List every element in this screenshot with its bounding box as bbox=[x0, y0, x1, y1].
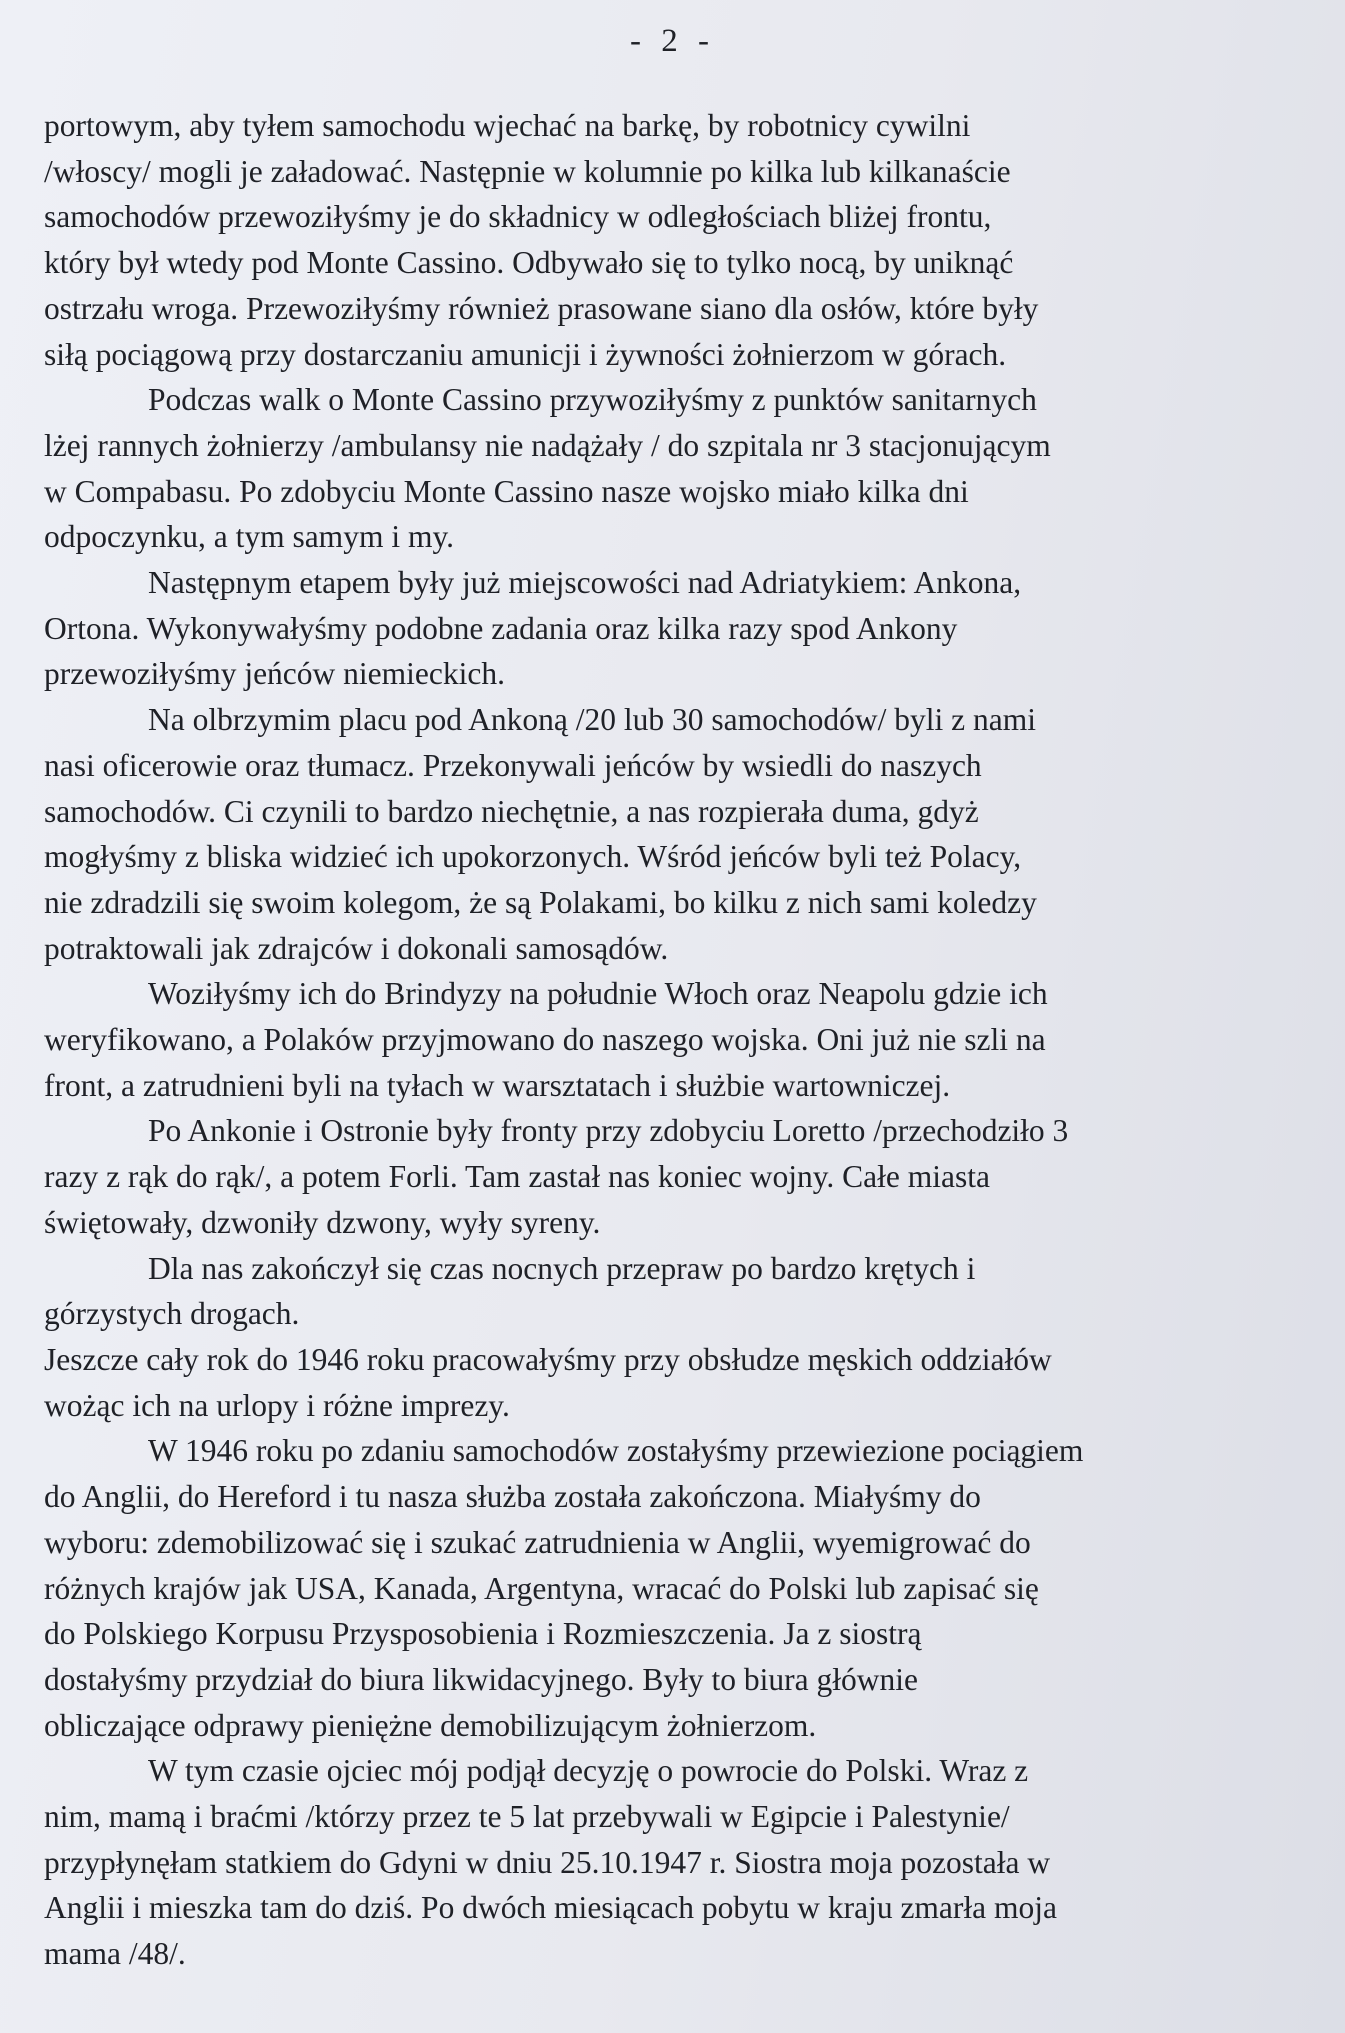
text-line: nie zdradzili się swoim kolegom, że są Polakami, bo kilku z nich sami koledzy bbox=[44, 884, 1037, 920]
text-line: który był wtedy pod Monte Cassino. Odbywało się to tylko nocą, by uniknąć bbox=[44, 245, 1014, 281]
text-line: górzystych drogach. bbox=[44, 1296, 300, 1332]
text-line: mama /48/. bbox=[44, 1936, 186, 1972]
paragraph-start-line: Dla nas zakończył się czas nocnych przepraw po bardzo krętych i bbox=[148, 1250, 976, 1286]
text-line: przypłynęłam statkiem do Gdyni w dniu 25.10.1947 r. Siostra moja pozostała w bbox=[44, 1844, 1051, 1880]
text-line: w Compabasu. Po zdobyciu Monte Cassino nasze wojsko miało kilka dni bbox=[44, 473, 969, 509]
text-line: odpoczynku, a tym samym i my. bbox=[44, 519, 455, 555]
text-line: przewoziłyśmy jeńców niemieckich. bbox=[44, 656, 505, 692]
text-line: siłą pociągową przy dostarczaniu amunicji i żywności żołnierzom w górach. bbox=[44, 336, 1007, 372]
text-line: różnych krajów jak USA, Kanada, Argentyna, wracać do Polski lub zapisać się bbox=[44, 1570, 1039, 1606]
text-line: ostrzału wroga. Przewoziłyśmy również prasowane siano dla osłów, które były bbox=[44, 290, 1039, 326]
text-line: nasi oficerowie oraz tłumacz. Przekonywali jeńców by wsiedli do naszych bbox=[44, 747, 982, 783]
text-line: nim, mamą i braćmi /którzy przez te 5 lat przebywali w Egipcie i Palestynie/ bbox=[44, 1799, 1010, 1835]
text-line: Jeszcze cały rok do 1946 roku pracowałyśmy przy obsłudze męskich oddziałów bbox=[44, 1341, 1052, 1377]
text-line: mogłyśmy z bliska widzieć ich upokorzonych. Wśród jeńców byli też Polacy, bbox=[44, 839, 1022, 875]
text-line: front, a zatrudnieni byli na tyłach w warsztatach i służbie wartowniczej. bbox=[44, 1067, 951, 1103]
text-line: /włoscy/ mogli je załadować. Następnie w kolumnie po kilka lub kilkanaście bbox=[44, 153, 1011, 189]
text-line: Anglii i mieszka tam do dziś. Po dwóch miesiącach pobytu w kraju zmarła moja bbox=[44, 1890, 1057, 1926]
paragraph-start-line: Następnym etapem były już miejscowości nad Adriatykiem: Ankona, bbox=[148, 565, 1022, 601]
document-body bbox=[44, 103, 1314, 1977]
text-line: weryfikowano, a Polaków przyjmowano do naszego wojska. Oni już nie szli na bbox=[44, 1022, 1046, 1058]
text-line: Ortona. Wykonywałyśmy podobne zadania oraz kilka razy spod Ankony bbox=[44, 610, 958, 646]
paragraph-start-line: W 1946 roku po zdaniu samochodów zostałyśmy przewiezione pociągiem bbox=[148, 1433, 1084, 1469]
text-line: portowym, aby tyłem samochodu wjechać na barkę, by robotnicy cywilni bbox=[44, 108, 971, 143]
text-line: samochodów. Ci czynili to bardzo niechętnie, a nas rozpierała duma, gdyż bbox=[44, 793, 979, 829]
text-line: świętowały, dzwoniły dzwony, wyły syreny. bbox=[44, 1204, 601, 1240]
text-line: obliczające odprawy pieniężne demobilizującym żołnierzom. bbox=[44, 1707, 817, 1743]
text-line: wyboru: zdemobilizować się i szukać zatrudnienia w Anglii, wyemigrować do bbox=[44, 1524, 1031, 1560]
text-line: dostałyśmy przydział do biura likwidacyjnego. Były to biura głównie bbox=[44, 1661, 918, 1697]
paragraph-start-line: Po Ankonie i Ostronie były fronty przy zdobyciu Loretto /przechodziło 3 bbox=[148, 1113, 1069, 1149]
paragraph-start-line: Na olbrzymim placu pod Ankoną /20 lub 30 samochodów/ byli z nami bbox=[148, 702, 1036, 738]
text-line: do Anglii, do Hereford i tu nasza służba została zakończona. Miałyśmy do bbox=[44, 1479, 981, 1515]
text-line: samochodów przewoziłyśmy je do składnicy w odległościach bliżej frontu, bbox=[44, 199, 992, 235]
text-line: potraktowali jak zdrajców i dokonali samosądów. bbox=[44, 930, 669, 966]
text-line: wożąc ich na urlopy i różne imprezy. bbox=[44, 1387, 510, 1423]
paragraph-start-line: Woziłyśmy ich do Brindyzy na południe Włoch oraz Neapolu gdzie ich bbox=[148, 976, 1048, 1012]
text-line: razy z rąk do rąk/, a potem Forli. Tam zastał nas koniec wojny. Całe miasta bbox=[44, 1159, 990, 1195]
paragraph-start-line: W tym czasie ojciec mój podjął decyzję o powrocie do Polski. Wraz z bbox=[148, 1753, 1029, 1789]
paragraph-start-line: Podczas walk o Monte Cassino przywoziłyśmy z punktów sanitarnych bbox=[148, 382, 1037, 418]
text-line: lżej rannych żołnierzy /ambulansy nie nadążały / do szpitala nr 3 stacjonującym bbox=[44, 427, 1051, 463]
page-number: - 2 - bbox=[630, 23, 715, 59]
text-line: do Polskiego Korpusu Przysposobienia i Rozmieszczenia. Ja z siostrą bbox=[44, 1616, 922, 1652]
